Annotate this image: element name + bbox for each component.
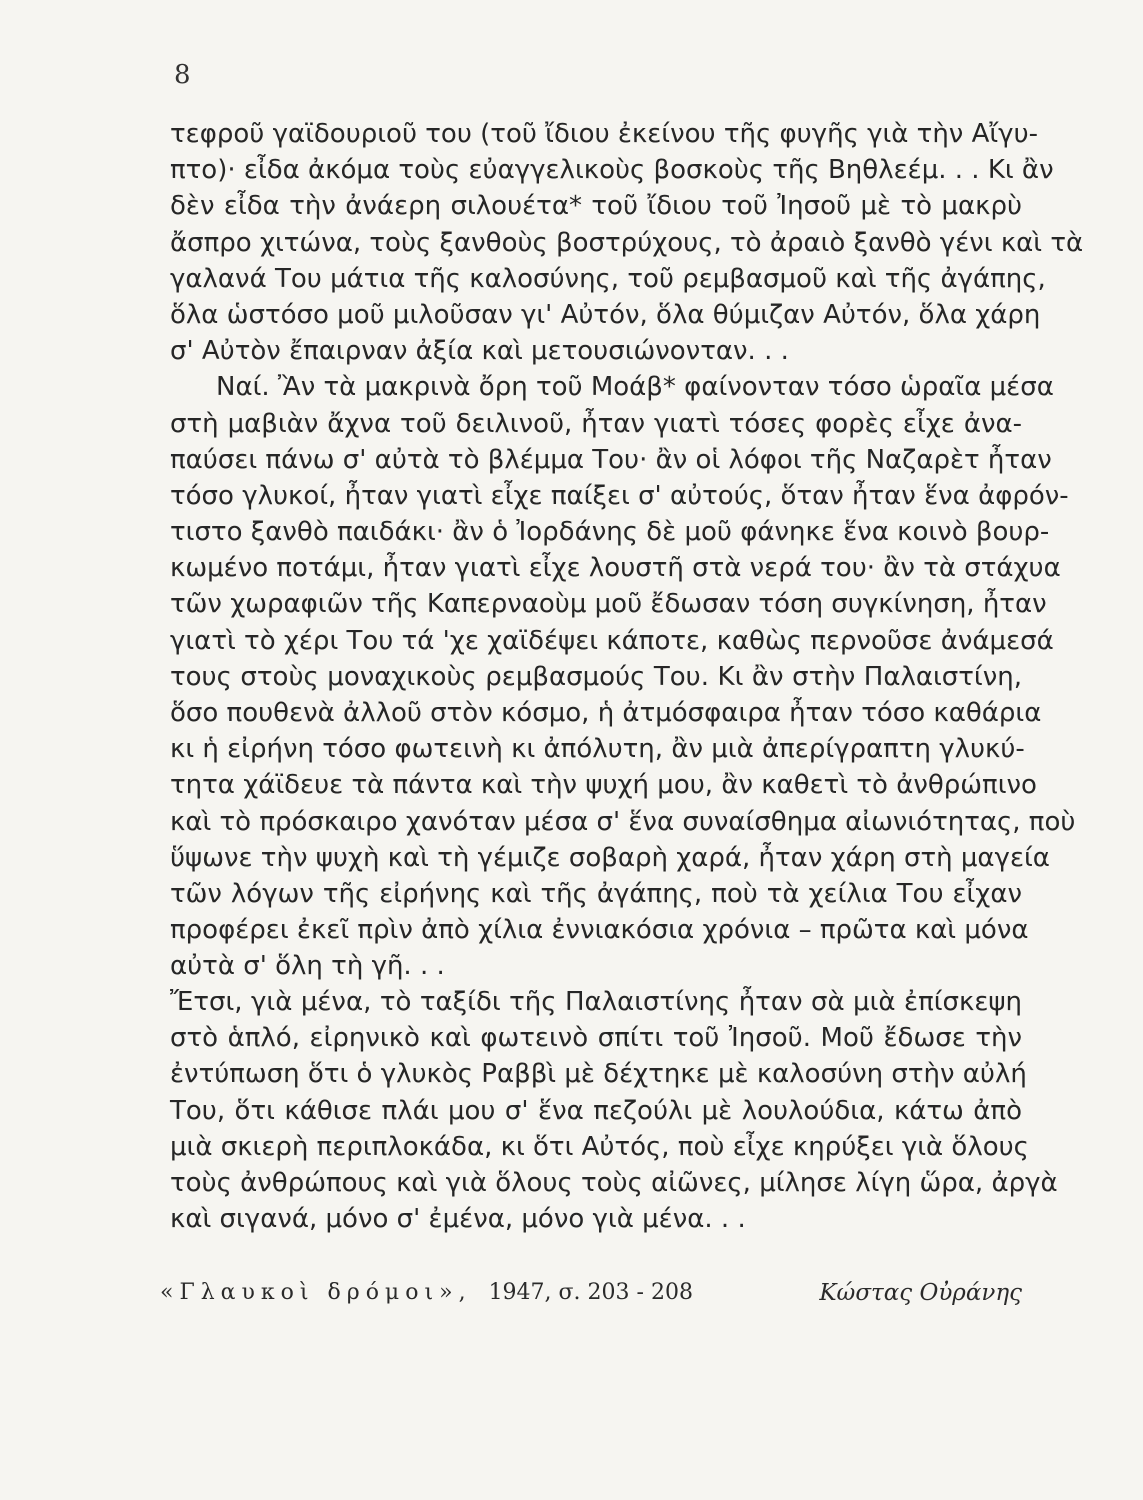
text-line: κι ἡ εἰρήνη τόσο φωτεινὴ κι ἀπόλυτη, ἂν μιὰ ἀπερίγραπτη γλυκύ- [170,734,1025,765]
text-line: γαλανά Του μάτια τῆς καλοσύνης, τοῦ ρεμβασμοῦ καὶ τῆς ἀγάπης, [170,263,1046,294]
text-line: ἐντύπωση ὅτι ὁ γλυκὸς Ραββὶ μὲ δέχτηκε μὲ καλοσύνη στὴν αὐλή [170,1059,1027,1090]
text-line: τῶν χωραφιῶν τῆς Καπερναοὺμ μοῦ ἔδωσαν τόση συγκίνηση, ἦταν [170,589,1047,620]
text-line: ὕψωνε τὴν ψυχὴ καὶ τὴ γέμιζε σοβαρὴ χαρά, ἦταν χάρη στὴ μαγεία [170,842,1050,873]
citation [160,1275,1022,1311]
text-line: πτο)· εἶδα ἀκόμα τοὺς εὐαγγελικοὺς βοσκοὺς τῆς Βηθλεέμ. . . Κι ἂν [170,155,1054,186]
text-line: τῶν λόγων τῆς εἰρήνης καὶ τῆς ἀγάπης, ποὺ τὰ χείλια Του εἶχαν [170,878,1022,909]
text-line: τεφροῦ γαϊδουριοῦ του (τοῦ ἴδιου ἐκείνου τῆς φυγῆς γιὰ τὴν Αἴγυ- [170,119,1038,149]
text-line: αὐτὰ σ' ὅλη τὴ γῆ. . . [170,951,445,982]
paragraph-1 [170,116,1084,985]
text-line: ἄσπρο χιτώνα, τοὺς ξανθοὺς βοστρύχους, τὸ ἀραιὸ ξανθὸ γένι καὶ τὰ [170,227,1084,258]
text-line: δὲν εἶδα τὴν ἀνάερη σιλουέτα* τοῦ ἴδιου τοῦ Ἰησοῦ μὲ τὸ μακρὺ [170,191,1022,222]
text-line: Του, ὅτι κάθισε πλάι μου σ' ἕνα πεζούλι μὲ λουλούδια, κάτω ἀπὸ [170,1095,1022,1126]
text-line: τοὺς ἀνθρώπους καὶ γιὰ ὅλους τοὺς αἰῶνες, μίλησε λίγη ὥρα, ἀργὰ [170,1167,1058,1198]
citation-reference: 1947, σ. 203 - 208 [488,1280,693,1305]
text-line: γιατὶ τὸ χέρι Του τά 'χε χαϊδέψει κάποτε, καθὼς περνοῦσε ἀνάμεσά [170,625,1054,656]
text-line: προφέρει ἐκεῖ πρὶν ἀπὸ χίλια ἐννιακόσια χρόνια – πρῶτα καὶ μόνα [170,915,1029,946]
citation-author: Κώστας Οὐράνης [819,1280,1022,1306]
text-line: στὸ ἁπλό, εἰρηνικὸ καὶ φωτεινὸ σπίτι τοῦ Ἰησοῦ. Μοῦ ἔδωσε τὴν [170,1023,1022,1054]
text-line: ὅσο πουθενὰ ἀλλοῦ στὸν κόσμο, ἡ ἀτμόσφαιρα ἦταν τόσο καθάρια [170,698,1042,728]
text-line: τους στοὺς μοναχικοὺς ρεμβασμούς Του. Κι ἂν στὴν Παλαιστίνη, [170,661,1022,692]
text-line: στὴ μαβιὰν ἄχνα τοῦ δειλινοῦ, ἦταν γιατὶ τόσες φορὲς εἶχε ἀνα- [170,408,1022,439]
text-line: Ἔτσι, γιὰ μένα, τὸ ταξίδι τῆς Παλαιστίνης ἦταν σὰ μιὰ ἐπίσκεψη [170,987,1022,1017]
text-line: τόσο γλυκοί, ἦταν γιατὶ εἶχε παίξει σ' αὐτούς, ὅταν ἦταν ἕνα ἀφρόν- [170,480,1069,511]
text-line: τιστο ξανθὸ παιδάκι· ἂν ὁ Ἰορδάνης δὲ μοῦ φάνηκε ἕνα κοινὸ βουρ- [170,517,1050,548]
page-number: 8 [174,60,191,90]
text-line: ὅλα ὡστόσο μοῦ μιλοῦσαν γι' Αὐτόν, ὅλα θύμιζαν Αὐτόν, ὅλα χάρη [170,299,1041,330]
text-line: παύσει πάνω σ' αὐτὰ τὸ βλέμμα Του· ἂν οἱ λόφοι τῆς Ναζαρὲτ ἦταν [170,444,1052,475]
text-line: σ' Αὐτὸν ἔπαιρναν ἀξία καὶ μετουσιώνονταν. . . [170,336,789,367]
text-line: καὶ σιγανά, μόνο σ' ἐμένα, μόνο γιὰ μένα. . . [170,1204,746,1235]
text-line: τητα χάϊδευε τὰ πάντα καὶ τὴν ψυχή μου, ἂν καθετὶ τὸ ἀνθρώπινο [170,770,1037,801]
citation-title: «Γλαυκοὶ δρόμοι», [160,1280,472,1305]
text-line: καὶ τὸ πρόσκαιρο χανόταν μέσα σ' ἕνα συναίσθημα αἰωνιότητας, ποὺ [170,806,1076,837]
text-line: κωμένο ποτάμι, ἦταν γιατὶ εἶχε λουστῆ στὰ νερά του· ἂν τὰ στάχυα [170,553,1061,584]
text-line: Ναί. Ἂν τὰ μακρινὰ ὄρη τοῦ Μοάβ* φαίνονταν τόσο ὡραῖα μέσα [216,372,1054,403]
text-line: μιὰ σκιερὴ περιπλοκάδα, κι ὅτι Αὐτός, ποὺ εἶχε κηρύξει γιὰ ὅλους [170,1131,1029,1162]
paragraph-2 [170,984,1058,1237]
